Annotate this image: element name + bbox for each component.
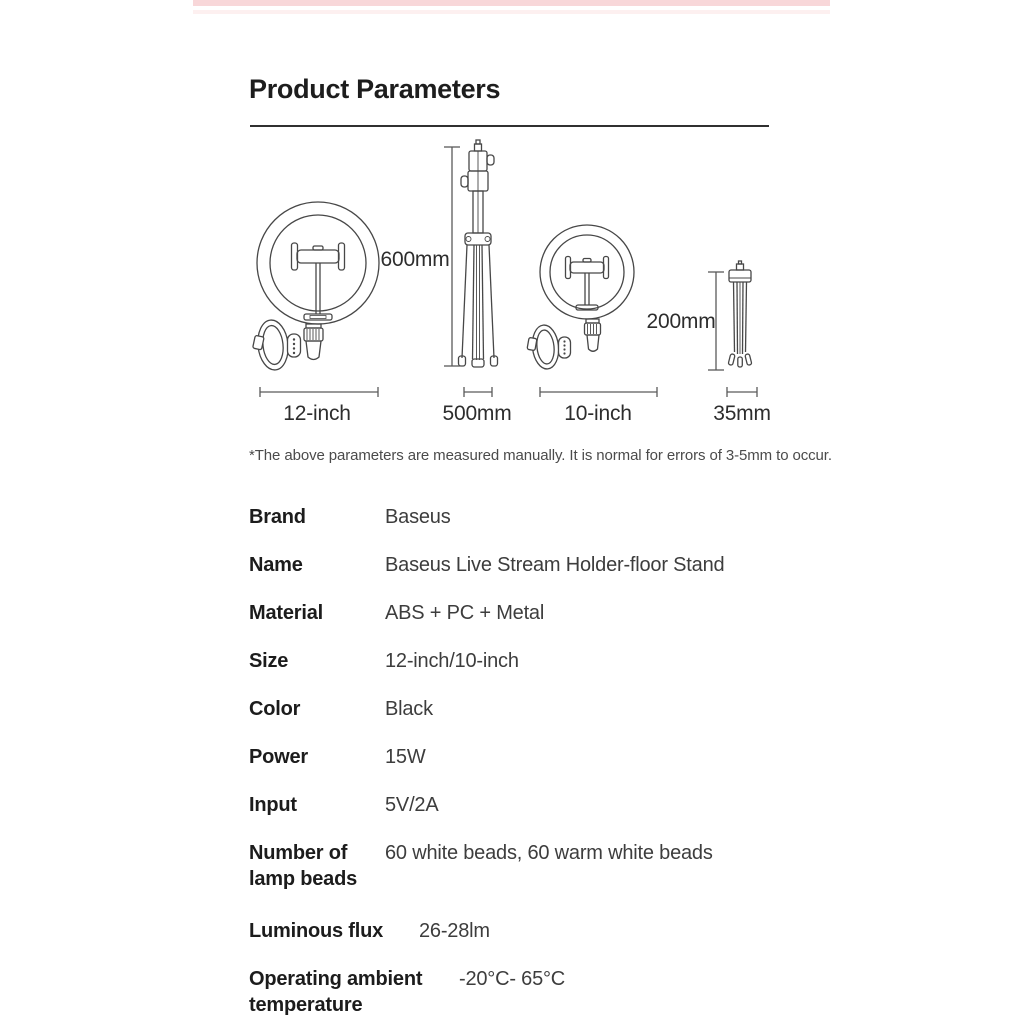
spec-row-material (249, 600, 794, 626)
stand-length-label: 500mm (442, 402, 512, 425)
spec-label: Name (249, 554, 303, 576)
ring10-width-label: 10-inch (564, 402, 632, 425)
spec-value: Baseus (385, 506, 451, 528)
spec-value: Black (385, 698, 433, 720)
spec-row-lamp-beads (249, 840, 794, 892)
spec-row-name (249, 552, 794, 578)
remote-cable-drawing (527, 324, 570, 370)
spec-table (249, 504, 794, 1024)
spec-value: 12-inch/10-inch (385, 650, 519, 672)
spec-label: Brand (249, 506, 306, 528)
dimension-lines (260, 147, 757, 397)
product-dimension-diagram (240, 138, 800, 428)
page-top-accent-bar (193, 0, 830, 6)
ring-light-10-drawing (527, 225, 634, 370)
spec-label: Input (249, 794, 297, 816)
spec-label: Power (249, 746, 309, 768)
spec-row-operating-temperature (249, 966, 794, 1018)
spec-label: Size (249, 650, 289, 672)
spec-value: 60 white beads, 60 warm white beads (385, 842, 713, 864)
spec-row-power (249, 744, 794, 770)
page-top-accent-bar-light (193, 10, 830, 14)
dimension-diagram-svg (240, 138, 800, 428)
spec-value: Baseus Live Stream Holder-floor Stand (385, 554, 725, 576)
spec-label: Color (249, 698, 301, 720)
spec-value: 15W (385, 746, 426, 768)
mini-tripod-drawing (728, 261, 752, 367)
remote-cable-drawing (253, 319, 301, 372)
ring-light-12-drawing (253, 202, 379, 371)
spec-value: -20°C- 65°C (459, 968, 566, 990)
spec-row-size (249, 648, 794, 674)
spec-label: Number of lamp beads (249, 842, 358, 890)
spec-row-luminous-flux (249, 918, 794, 944)
spec-row-brand (249, 504, 794, 530)
spec-row-input (249, 792, 794, 818)
spec-value: 26-28lm (419, 920, 490, 942)
spec-label: Luminous flux (249, 920, 384, 942)
spec-label: Operating ambient temperature (249, 968, 423, 1016)
mini-tripod-height-label: 200mm (646, 310, 716, 333)
spec-value: ABS + PC + Metal (385, 602, 545, 624)
ring12-width-label: 12-inch (283, 402, 351, 425)
mini-tripod-width-label: 35mm (713, 402, 771, 425)
title-underline (250, 125, 769, 127)
floor-stand-drawing (459, 140, 498, 367)
measurement-disclaimer-note: *The above parameters are measured manually. It is normal for errors of 3-5mm to occur. (249, 447, 832, 464)
spec-row-color (249, 696, 794, 722)
stand-height-label: 600mm (380, 248, 450, 271)
page-title: Product Parameters (249, 74, 501, 104)
spec-label: Material (249, 602, 323, 624)
spec-value: 5V/2A (385, 794, 439, 816)
